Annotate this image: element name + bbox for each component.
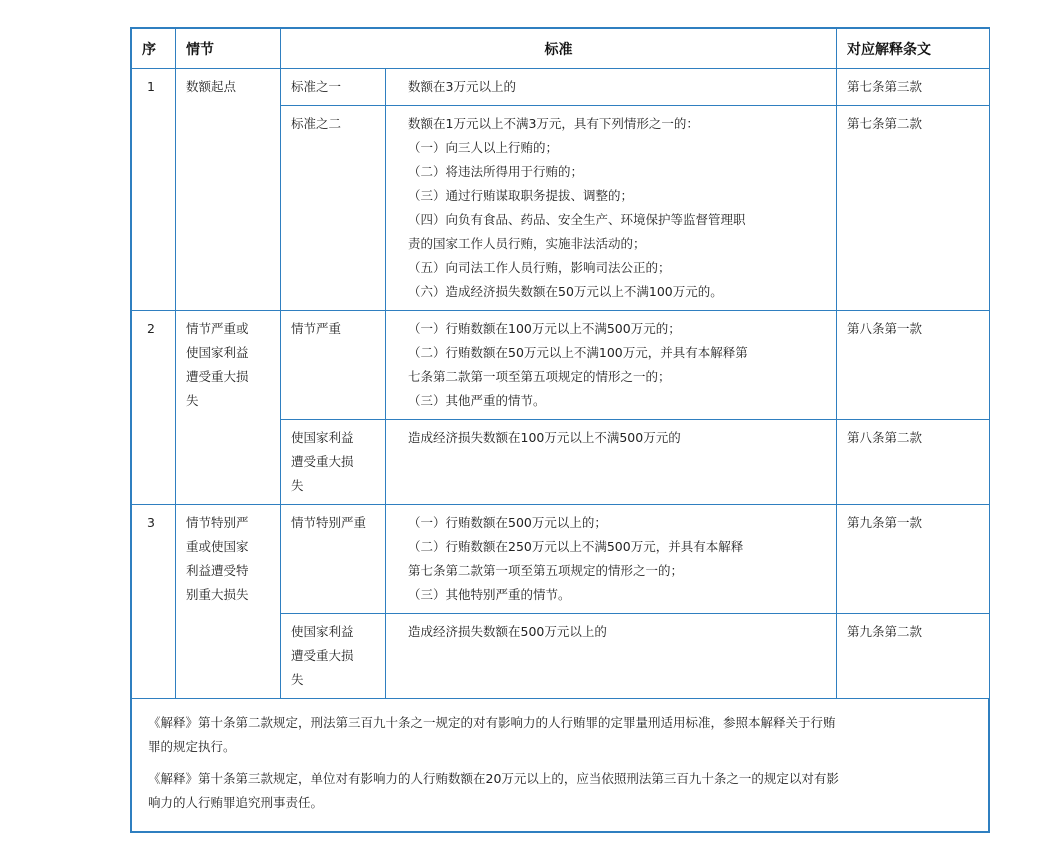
article-ref: 第九条第一款: [837, 505, 990, 614]
criteria-table: [131, 28, 990, 699]
circumstance-line: 遭受重大损: [186, 369, 249, 384]
circumstance-line: 利益遭受特: [186, 563, 249, 578]
sub-label: 情节严重: [281, 311, 386, 420]
note-line: 罪的规定执行。: [148, 739, 236, 754]
circumstance-line: 重或使国家: [186, 539, 249, 554]
criteria-line: （三）其他严重的情节。: [408, 393, 546, 408]
criteria-line: （二）将违法所得用于行贿的；: [408, 164, 584, 179]
criteria-line: 数额在3万元以上的: [408, 79, 516, 94]
criteria-line: （三）其他特别严重的情节。: [408, 587, 571, 602]
criteria-cell: [386, 420, 837, 505]
article-ref: 第七条第三款: [837, 69, 990, 106]
criteria-cell: [386, 311, 837, 420]
sub-label: [281, 614, 386, 699]
criteria-cell: [386, 505, 837, 614]
note-paragraph: [148, 767, 972, 815]
sub-label: 标准之一: [281, 69, 386, 106]
row-circumstance: [176, 311, 281, 505]
circumstance-line: 情节特别严: [186, 515, 249, 530]
criteria-line: （一）行贿数额在500万元以上的；: [408, 515, 607, 530]
criteria-table-container: [130, 27, 990, 833]
table-row: [132, 311, 990, 420]
header-standard: 标准: [281, 29, 837, 69]
criteria-line: （三）通过行贿谋取职务提拔、调整的；: [408, 188, 634, 203]
circumstance-line: 失: [186, 393, 199, 408]
article-ref: 第九条第二款: [837, 614, 990, 699]
sub-label: 标准之二: [281, 106, 386, 311]
circumstance-line: 别重大损失: [186, 587, 249, 602]
sub-label-line: 失: [291, 672, 304, 687]
criteria-line: （五）向司法工作人员行贿，影响司法公正的；: [408, 260, 671, 275]
sub-label-line: 使国家利益: [291, 430, 354, 445]
row-circumstance: 数额起点: [176, 69, 281, 311]
table-row: [132, 69, 990, 106]
row-circumstance: [176, 505, 281, 699]
row-seq: 1: [132, 69, 176, 311]
sub-label: [281, 420, 386, 505]
criteria-line: （一）向三人以上行贿的；: [408, 140, 559, 155]
criteria-cell: [386, 69, 837, 106]
note-paragraph: [148, 711, 972, 759]
criteria-line: （六）造成经济损失数额在50万元以上不满100万元的。: [408, 284, 723, 299]
circumstance-line: 使国家利益: [186, 345, 249, 360]
row-seq: 3: [132, 505, 176, 699]
note-line: 《解释》第十条第三款规定，单位对有影响力的人行贿数额在20万元以上的，应当依照刑法第三百九十条之一的规定以对有影: [148, 771, 839, 786]
header-row: [132, 29, 990, 69]
sub-label: 情节特别严重: [281, 505, 386, 614]
article-ref: 第八条第二款: [837, 420, 990, 505]
header-circumstance: 情节: [176, 29, 281, 69]
sub-label-line: 遭受重大损: [291, 454, 354, 469]
criteria-line: 数额在1万元以上不满3万元，具有下列情形之一的：: [408, 116, 699, 131]
header-article: 对应解释条文: [837, 29, 990, 69]
circumstance-line: 情节严重或: [186, 321, 249, 336]
table-row: [132, 505, 990, 614]
notes-section: [131, 699, 989, 832]
row-seq: 2: [132, 311, 176, 505]
article-ref: 第八条第一款: [837, 311, 990, 420]
criteria-cell: [386, 614, 837, 699]
criteria-line: 第七条第二款第一项至第五项规定的情形之一的；: [408, 563, 684, 578]
criteria-line: （四）向负有食品、药品、安全生产、环境保护等监督管理职: [408, 212, 746, 227]
criteria-line: 造成经济损失数额在500万元以上的: [408, 624, 607, 639]
sub-label-line: 使国家利益: [291, 624, 354, 639]
criteria-cell: [386, 106, 837, 311]
criteria-line: （二）行贿数额在250万元以上不满500万元，并具有本解释: [408, 539, 744, 554]
criteria-line: （二）行贿数额在50万元以上不满100万元，并具有本解释第: [408, 345, 748, 360]
note-line: 响力的人行贿罪追究刑事责任。: [148, 795, 324, 810]
header-seq: 序: [132, 29, 176, 69]
sub-label-line: 失: [291, 478, 304, 493]
criteria-line: （一）行贿数额在100万元以上不满500万元的；: [408, 321, 681, 336]
note-line: 《解释》第十条第二款规定，刑法第三百九十条之一规定的对有影响力的人行贿罪的定罪量刑适用标准，参照本解释关于行贿: [148, 715, 836, 730]
article-ref: 第七条第二款: [837, 106, 990, 311]
criteria-line: 造成经济损失数额在100万元以上不满500万元的: [408, 430, 681, 445]
criteria-line: 七条第二款第一项至第五项规定的情形之一的；: [408, 369, 671, 384]
criteria-line: 责的国家工作人员行贿，实施非法活动的；: [408, 236, 646, 251]
sub-label-line: 遭受重大损: [291, 648, 354, 663]
